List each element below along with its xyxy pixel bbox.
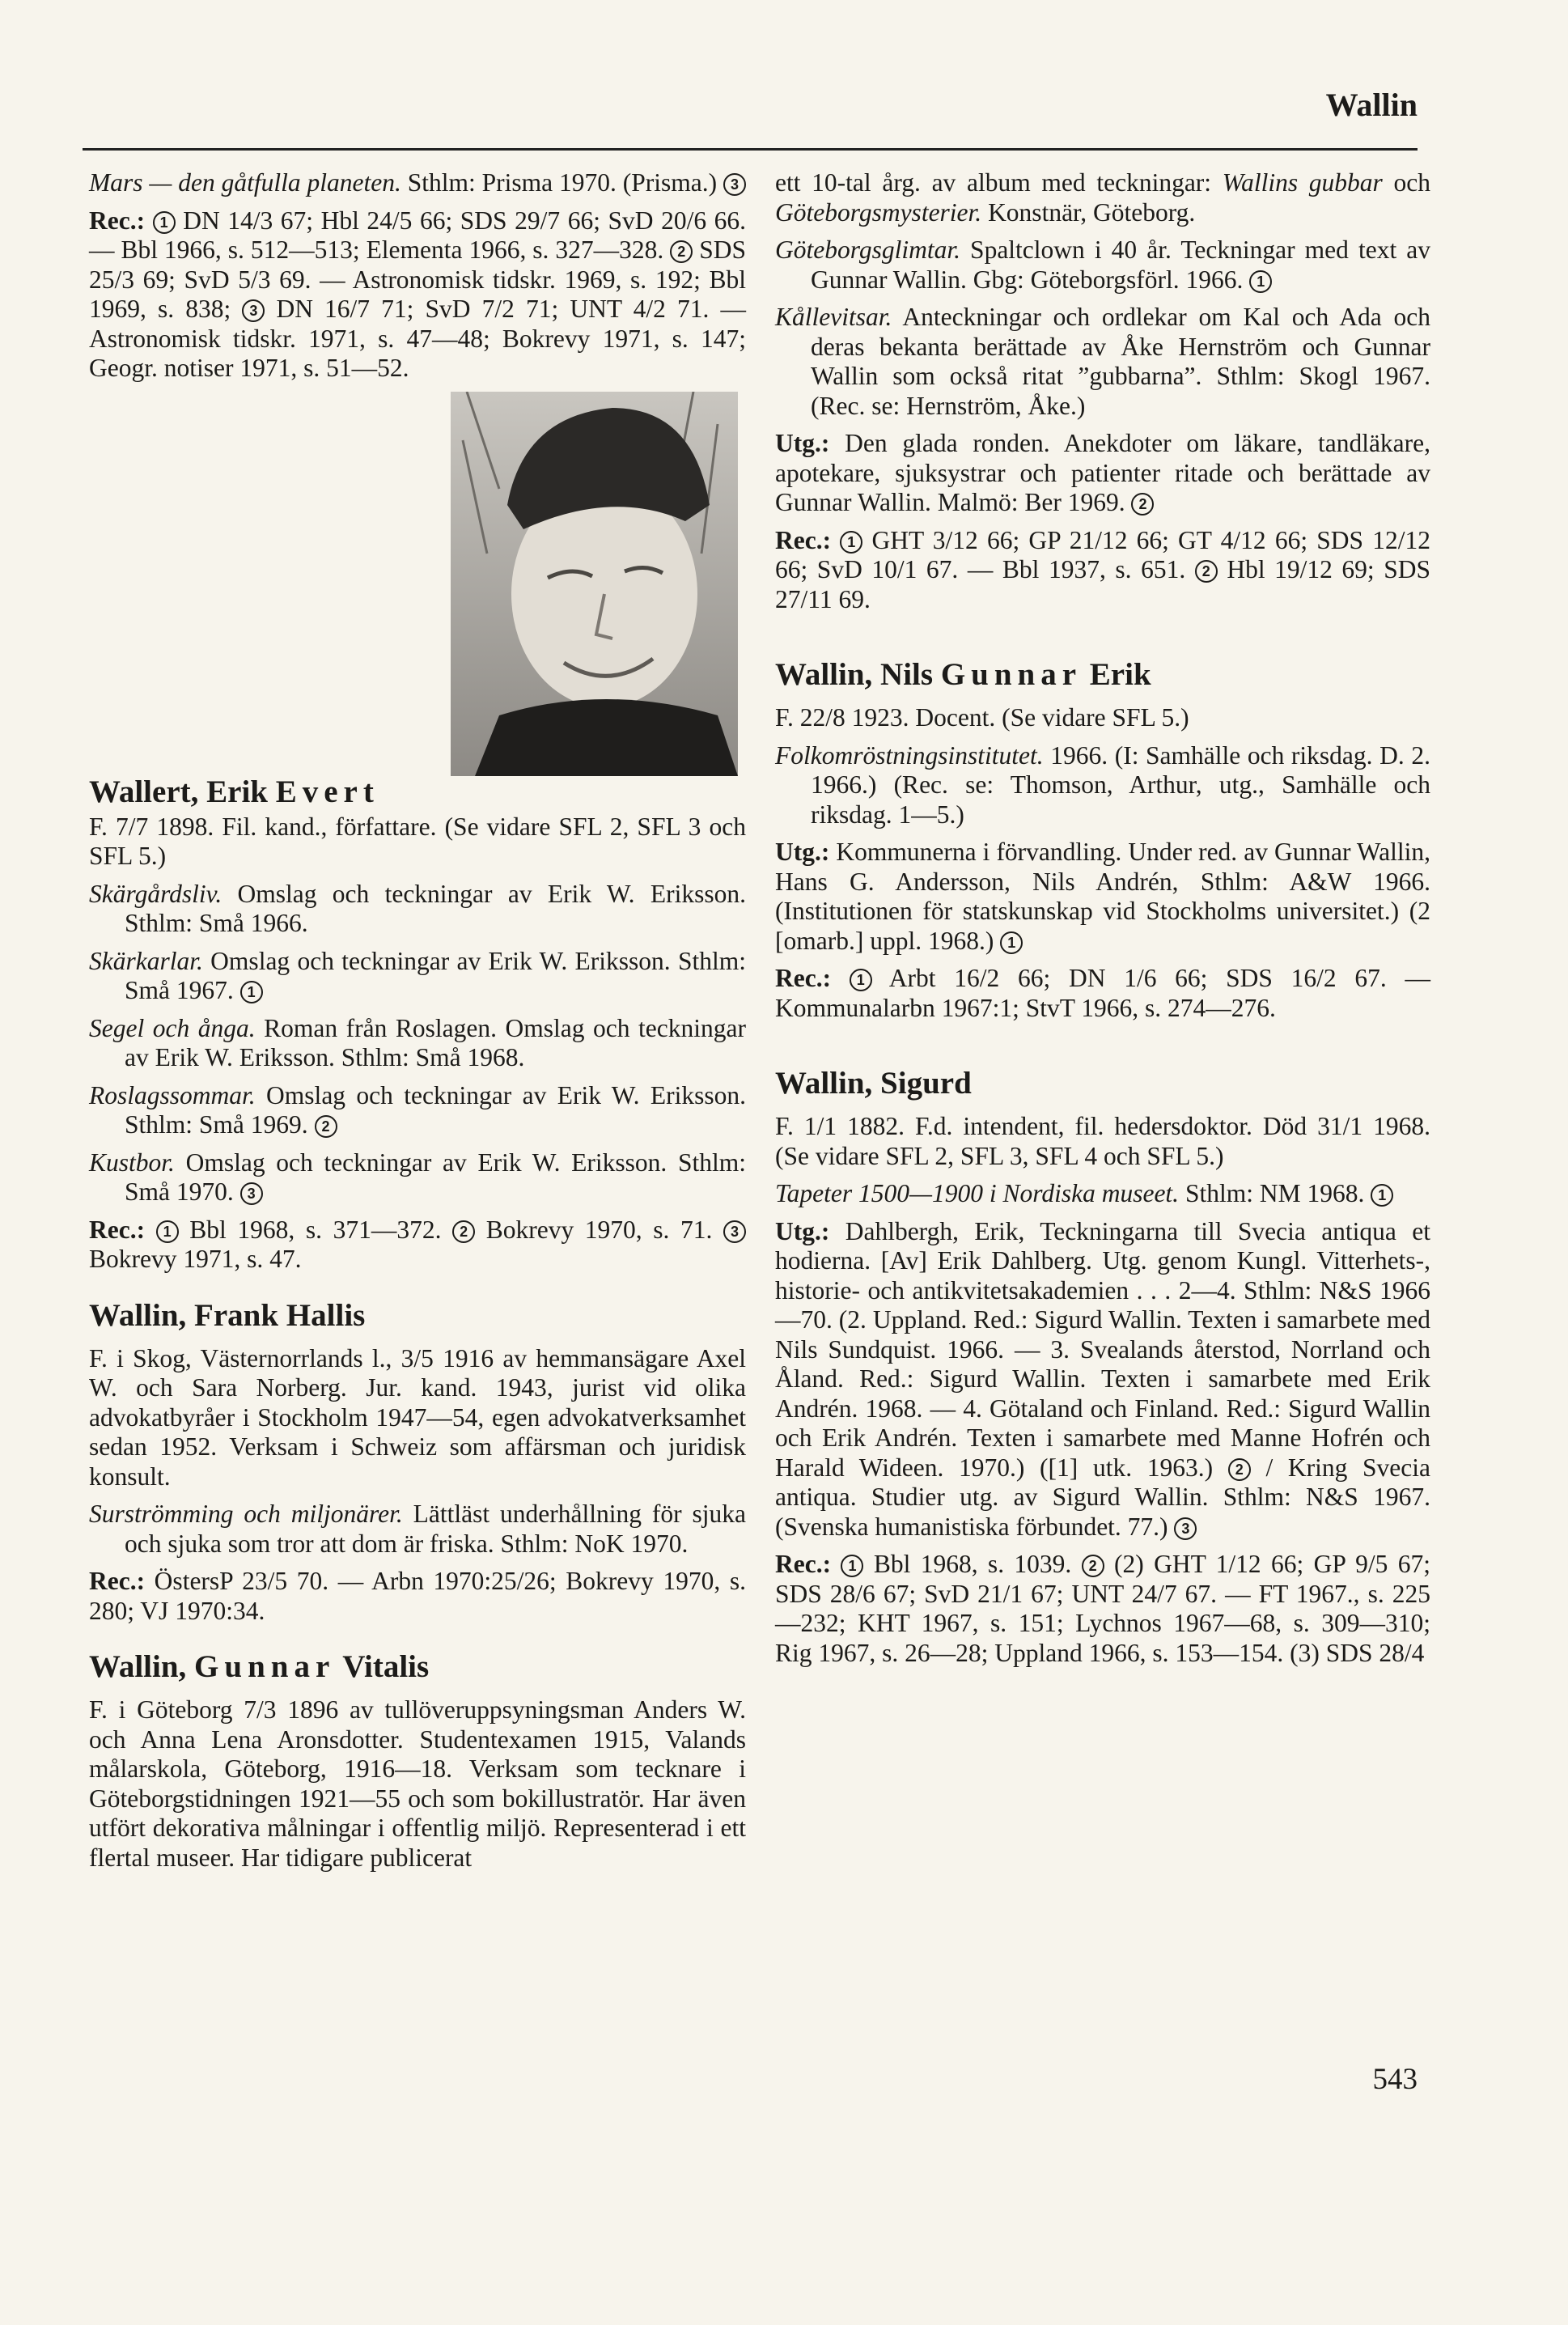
frank-work (89, 1500, 746, 1559)
nils-heading (775, 656, 1430, 694)
rec-label: Rec.: (775, 525, 832, 554)
work-title: Segel och ånga. (89, 1013, 256, 1042)
rec-text: Bbl 1968, s. 371—372. (178, 1215, 442, 1244)
work-text: Omslag och teckningar av Erik W. Eriksson. Sthlm: Små 1967. (125, 946, 746, 1004)
wallert-work-1 (89, 880, 746, 939)
edition-mark: 1 (240, 981, 263, 1003)
edition-mark: 3 (240, 1182, 263, 1205)
frank-bio: F. i Skog, Västernorrlands l., 3/5 1916 av hemmansägare Axel W. och Sara Norberg. Jur. kand. 1943, jurist vid olika advokatbyråer i Stockholm 1947—54, egen advokatverksamhet sedan 1952. Verksam i Schweiz som affärsman och juridisk konsult. (89, 1343, 746, 1491)
heading-given-name: Evert (275, 774, 379, 809)
mars-reviews (89, 206, 746, 384)
edition-mark: 3 (723, 173, 746, 196)
edition-mark: 2 (1082, 1555, 1104, 1577)
wallert-work-4 (89, 1081, 746, 1140)
work-title: Surströmming och miljonärer. (89, 1500, 403, 1528)
edition-mark: 2 (1228, 1458, 1251, 1481)
rec-text: ÖstersP 23/5 70. — Arbn 1970:25/26; Bokrevy 1970, s. 280; VJ 1970:34. (89, 1567, 746, 1625)
gunnar-work-2 (775, 303, 1430, 421)
header-rule (83, 148, 1418, 151)
mars-title: Mars — den gåtfulla planeten. (89, 168, 401, 197)
work-title: Wallins gubbar (1222, 168, 1383, 197)
gunnar-work-1 (775, 235, 1430, 295)
edition-mark: 3 (723, 1220, 746, 1243)
running-title: Wallin (1325, 87, 1418, 123)
work-text: Roman från Roslagen. Omslag och teckningar av Erik W. Eriksson. Sthlm: Små 1968. (125, 1013, 746, 1071)
rec-text: GHT 3/12 66; GP 21/12 66; GT 4/12 66; SDS 12/12 66; SvD 10/1 67. — Bbl 1937, s. 651. (775, 525, 1430, 583)
work-text: Spaltclown i 40 år. Teckningar med text av Gunnar Wallin. Gbg: Göteborgsförl. 1966. (811, 235, 1430, 294)
wallert-reviews (89, 1216, 746, 1275)
work-text: Anteckningar och ordlekar om Kal och Ada och deras bekanta berättade av Åke Hernström och Gunnar Wallin som också ritat ”gubbarna”. Sthlm: Skogl 1967. (Rec. se: Hernström, Åke.) (811, 303, 1430, 420)
sigurd-work (775, 1179, 1430, 1209)
rec-text: Bbl 1968, s. 1039. (863, 1550, 1072, 1578)
rec-text: Bokrevy 1971, s. 47. (89, 1245, 302, 1273)
page-number: 543 (1372, 2063, 1418, 2096)
nils-reviews (775, 964, 1430, 1023)
work-text: Omslag och teckningar av Erik W. Eriksson. Sthlm: Små 1969. (125, 1080, 746, 1139)
heading-given-name: Gunnar (940, 657, 1083, 692)
rec-label: Rec.: (89, 1567, 146, 1595)
edition-mark: 2 (670, 240, 693, 263)
edition-mark: 2 (1131, 493, 1154, 515)
heading-name: Erik (1082, 657, 1151, 692)
wallert-work-2 (89, 947, 746, 1006)
work-title: Roslagssommar. (89, 1080, 256, 1109)
edition-mark: 1 (1371, 1184, 1393, 1207)
rec-text: Hbl 19/12 69; SDS 27/11 69. (775, 555, 1431, 613)
wallert-bio: F. 7/7 1898. Fil. kand., författare. (Se vidare SFL 2, SFL 3 och SFL 5.) (89, 812, 746, 870)
gunnar-reviews (775, 526, 1430, 615)
heading-given-name: Gunnar (194, 1649, 336, 1684)
edition-mark: 1 (840, 531, 862, 554)
left-column (89, 168, 746, 1881)
nils-work (775, 741, 1430, 830)
edition-mark: 1 (841, 1555, 863, 1577)
work-text: Lättläst underhållning för sjuka och sjuka som tror att dom är friska. Sthlm: NoK 1970. (125, 1500, 746, 1558)
heading-name: Wallin, Nils (775, 657, 941, 692)
right-column (775, 168, 1430, 1676)
rec-text: SDS 25/3 69; SvD 5/3 69. — Astronomisk tidskr. 1969, s. 192; Bbl 1969, s. 838; (89, 235, 746, 323)
bio-text: Konstnär, Göteborg. (981, 197, 1196, 227)
sigurd-utg (775, 1217, 1430, 1542)
edition-mark: 1 (850, 969, 872, 991)
heading-name: Vitalis (335, 1649, 430, 1684)
rec-text: (2) GHT 1/12 66; GP 9/5 67; SDS 28/6 67; SvD 21/1 67; UNT 24/7 67. — FT 1967., s. 225—232; KHT 1967, s. 151; Lychnos 1967—68, s. 309—310; Rig 1967, s. 26—28; Uppland 1966, s. 153—154. (3) SDS 28/4 (775, 1550, 1430, 1667)
edition-mark: 2 (452, 1220, 475, 1243)
work-title: Göteborgsglimtar. (775, 235, 960, 264)
rec-text: Bokrevy 1970, s. 71. (475, 1215, 713, 1244)
work-text: 1966. (I: Samhälle och riksdag. D. 2. 1966.) (Rec. se: Thomson, Arthur, utg., Samhälle och riksdag. 1—5.) (811, 740, 1430, 829)
bio-text: ett 10-tal årg. av album med teckningar: (775, 168, 1223, 197)
wallert-work-5 (89, 1148, 746, 1207)
edition-mark: 1 (1249, 270, 1272, 293)
frank-reviews (89, 1567, 746, 1626)
rec-label: Rec.: (89, 1215, 146, 1244)
edition-mark: 3 (1174, 1517, 1197, 1540)
rec-text: DN 16/7 71; SvD 7/2 71; UNT 4/2 71. — Astronomisk tidskr. 1971, s. 47—48; Bokrevy 1971, s. 147; Geogr. notiser 1971, s. 51—52. (89, 295, 746, 382)
work-title: Kustbor. (89, 1148, 175, 1177)
work-title: Folkomröstningsinstitutet. (775, 740, 1044, 770)
utg-text: Kommunerna i förvandling. Under red. av Gunnar Wallin, Hans G. Andersson, Nils Andrén, Sthlm: A&W 1966. (Institutionen för statskunskap vid Stockholms universitet.) (2 [omarb.] uppl. 1968.) (775, 838, 1430, 955)
bio-text: och (1382, 168, 1431, 197)
heading-name: Wallin, (89, 1649, 195, 1684)
utg-label: Utg.: (775, 429, 830, 457)
portrait-image (451, 392, 738, 776)
rec-label: Rec.: (775, 1550, 832, 1578)
frank-heading: Wallin, Frank Hallis (89, 1297, 366, 1333)
work-text: Sthlm: NM 1968. (1179, 1179, 1365, 1207)
edition-mark: 1 (153, 211, 176, 234)
wallert-heading-block (89, 392, 746, 812)
edition-mark: 3 (242, 299, 265, 322)
work-title: Göteborgsmysterier. (775, 197, 982, 227)
gunnar-vitalis-bio: F. i Göteborg 7/3 1896 av tullöveruppsyningsman Anders W. och Anna Lena Aronsdotter. Studentexamen 1915, Valands målarskola, Göteborg, 1916—18. Verksam som tecknare i Göteborgstidningen 1921—55 och som bokillustratör. Har även utfört dekorativa målningar i offentlig miljö. Representerad i ett flertal museer. Har tidigare publicerat (89, 1695, 746, 1872)
author-portrait (451, 392, 738, 776)
gunnar-vitalis-heading (89, 1648, 746, 1686)
utg-text: Dahlbergh, Erik, Teckningarna till Svecia antiqua et hodierna. [Av] Erik Dahlberg. Utg. genom Kungl. Vitterhets-, historie- och antikvitetsakademien . . . 2—4. Sthlm: N&S 1966—70. (2. Uppland. Red.: Sigurd Wallin. Texten i samarbete med Nils Sundquist. 1966. — 3. Svealands återstod, Norrland och Åland. Red.: Sigurd Wallin. Texten i samarbete med Erik Andrén. 1968. — 4. Götaland och Finland. Red.: Sigurd Wallin och Erik Andrén. Texten i samarbete med Manne Hofrén och Harald Wideen. 1970.) ([1] utk. 1963.) (775, 1216, 1430, 1482)
work-title: Skärkarlar. (89, 946, 203, 975)
edition-mark: 2 (315, 1115, 337, 1138)
rec-label: Rec.: (89, 206, 146, 235)
mars-entry (89, 168, 746, 198)
wallert-work-3 (89, 1014, 746, 1073)
sigurd-bio: F. 1/1 1882. F.d. intendent, fil. hedersdoktor. Död 31/1 1968. (Se vidare SFL 2, SFL 3, SFL 4 och SFL 5.) (775, 1112, 1430, 1170)
edition-mark: 2 (1195, 560, 1218, 583)
rec-label: Rec.: (775, 964, 832, 992)
utg-text: Den glada ronden. Anekdoter om läkare, tandläkare, apotekare, sjuksystrar och patienter ritade och berättade av Gunnar Wallin. Malmö: Ber 1969. (775, 429, 1430, 516)
utg-text: / Kring Svecia antiqua. Studier utg. av Sigurd Wallin. Sthlm: N&S 1967. (Svenska humanistiska förbundet. 77.) (775, 1453, 1430, 1541)
mars-text: Sthlm: Prisma 1970. (Prisma.) (400, 168, 718, 197)
work-title: Tapeter 1500—1900 i Nordiska museet. (775, 1179, 1180, 1207)
utg-label: Utg.: (775, 1216, 830, 1245)
nils-utg (775, 838, 1430, 956)
utg-label: Utg.: (775, 838, 830, 866)
sigurd-heading: Wallin, Sigurd (775, 1066, 972, 1101)
sigurd-reviews (775, 1550, 1430, 1668)
edition-mark: 1 (156, 1220, 179, 1243)
work-title: Kållevitsar. (775, 303, 892, 331)
rec-text: Arbt 16/2 66; DN 1/6 66; SDS 16/2 67. — Kommunalarbn 1967:1; StvT 1966, s. 274—276. (775, 964, 1431, 1022)
rec-text: DN 14/3 67; Hbl 24/5 66; SDS 29/7 66; SvD 20/6 66. — Bbl 1966, s. 512—513; Elementa 1966, s. 327—328. (89, 206, 747, 264)
work-text: Omslag och teckningar av Erik W. Eriksson. Sthlm: Små 1970. (125, 1148, 746, 1206)
work-title: Skärgårdsliv. (89, 879, 222, 908)
work-text: Omslag och teckningar av Erik W. Eriksson. Sthlm: Små 1966. (125, 879, 746, 937)
gunnar-bio-continued (775, 168, 1430, 227)
wallert-heading (89, 774, 379, 811)
nils-bio: F. 22/8 1923. Docent. (Se vidare SFL 5.) (775, 703, 1189, 732)
gunnar-utg (775, 429, 1430, 518)
edition-mark: 1 (1000, 931, 1023, 954)
heading-name: Wallert, Erik (89, 774, 276, 809)
